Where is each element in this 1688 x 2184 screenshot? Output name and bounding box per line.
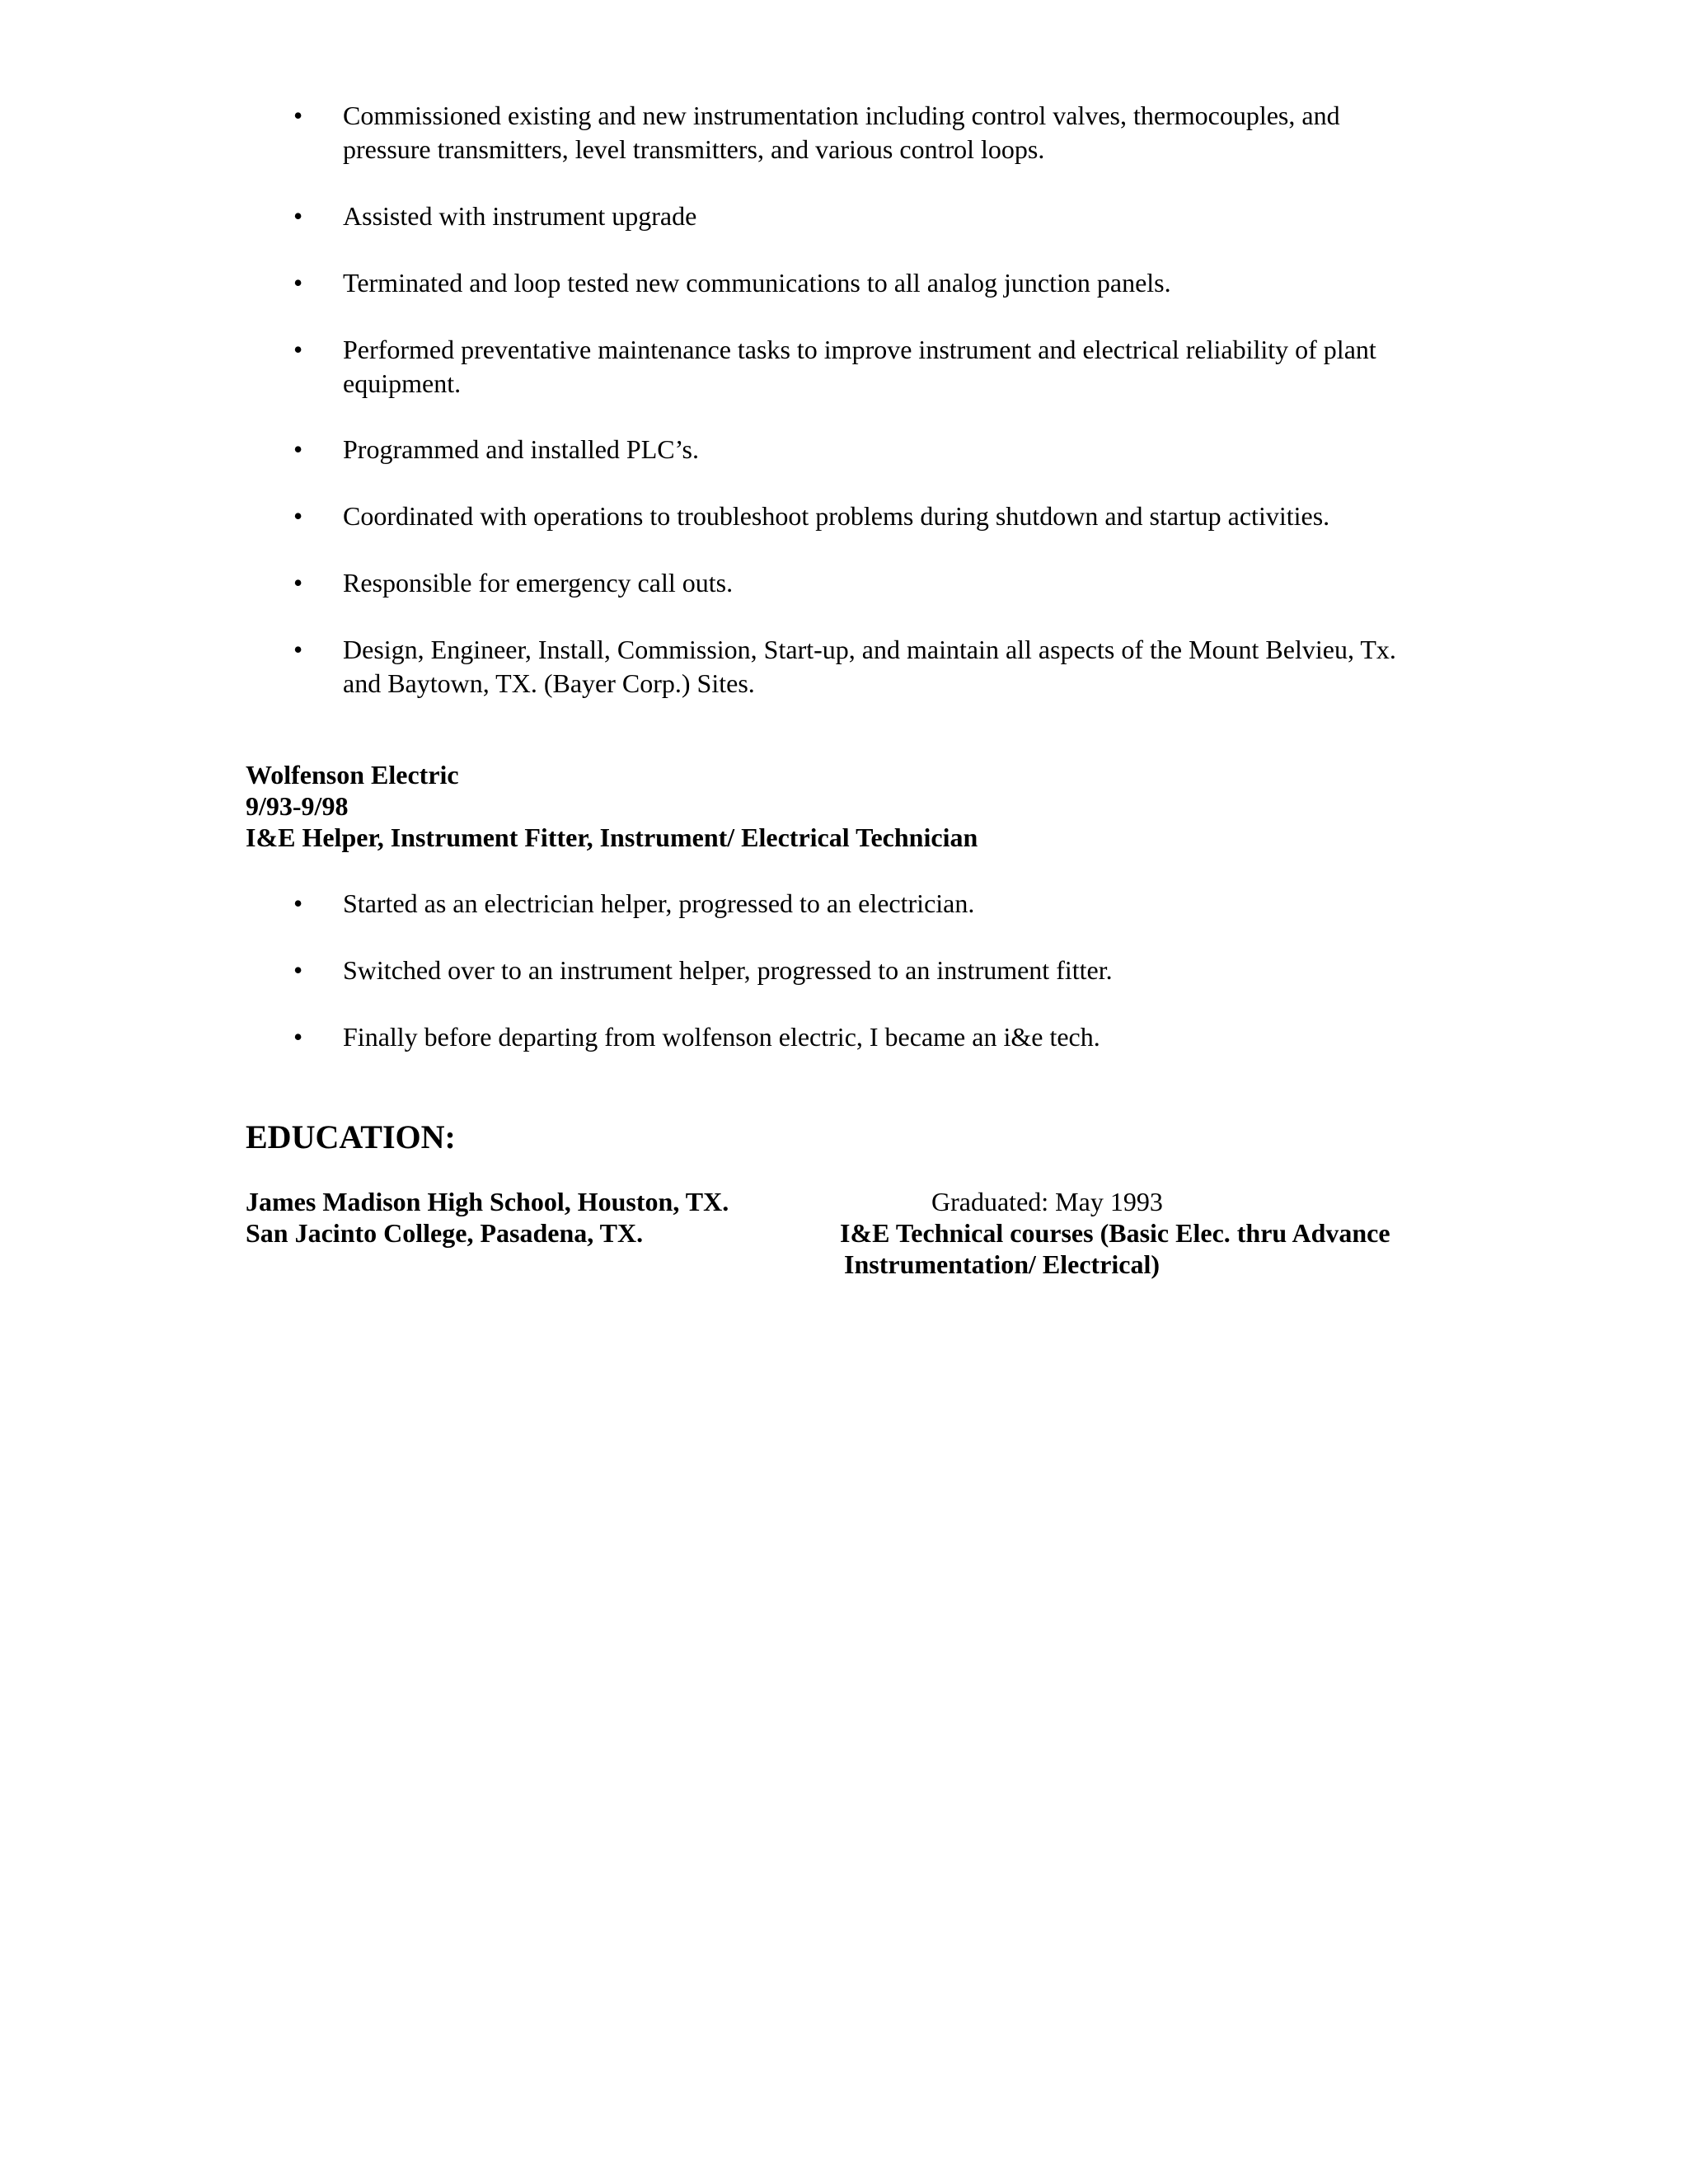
bullet-icon: • [293, 201, 303, 231]
bullet-text: Assisted with instrument upgrade [343, 201, 697, 231]
bullet-text: Finally before departing from wolfenson electric, I became an i&e tech. [343, 1022, 1100, 1052]
bullet-icon: • [293, 568, 303, 598]
school-name: James Madison High School, Houston, TX. [246, 1187, 729, 1216]
bullet-icon: • [293, 1022, 303, 1052]
bullet-icon: • [293, 635, 303, 664]
job-title: I&E Helper, Instrument Fitter, Instrument/ Electrical Technician [246, 823, 978, 852]
bullet-icon: • [293, 335, 303, 364]
bullet-icon: • [293, 101, 303, 130]
graduation-detail: Graduated: May 1993 [931, 1187, 1163, 1216]
bullet-icon: • [293, 268, 303, 298]
bullet-text: Terminated and loop tested new communications to all analog junction panels. [343, 268, 1171, 298]
education-heading: EDUCATION: [246, 1118, 456, 1155]
company-name: Wolfenson Electric [246, 760, 459, 790]
bullet-text: Responsible for emergency call outs. [343, 568, 734, 598]
bullet-icon: • [293, 501, 303, 531]
bullet-text: Design, Engineer, Install, Commission, Start-up, and maintain all aspects of the Mount Belvieu, Tx. and Baytown, TX. (Bayer Corp.) Sites. [343, 635, 1396, 698]
bullet-icon: • [293, 434, 303, 464]
bullet-text: Commissioned existing and new instrumentation including control valves, thermocouples, and pressure transmitters, level transmitters, and various control loops. [343, 101, 1340, 164]
bullet-icon: • [293, 888, 303, 918]
school-name: San Jacinto College, Pasadena, TX. [246, 1218, 644, 1248]
bullet-icon: • [293, 955, 303, 985]
bullet-text: Coordinated with operations to troubleshoot problems during shutdown and startup activities. [343, 501, 1330, 531]
bullet-text: Switched over to an instrument helper, progressed to an instrument fitter. [343, 955, 1113, 985]
bullet-text: Programmed and installed PLC’s. [343, 434, 699, 464]
bullet-text: Started as an electrician helper, progressed to an electrician. [343, 888, 975, 918]
bullet-text: Performed preventative maintenance tasks to improve instrument and electrical reliability of plant equipment. [343, 335, 1376, 398]
employment-dates: 9/93-9/98 [246, 791, 349, 821]
course-detail: I&E Technical courses (Basic Elec. thru Advance [840, 1218, 1390, 1248]
course-detail: Instrumentation/ Electrical) [844, 1249, 1160, 1279]
